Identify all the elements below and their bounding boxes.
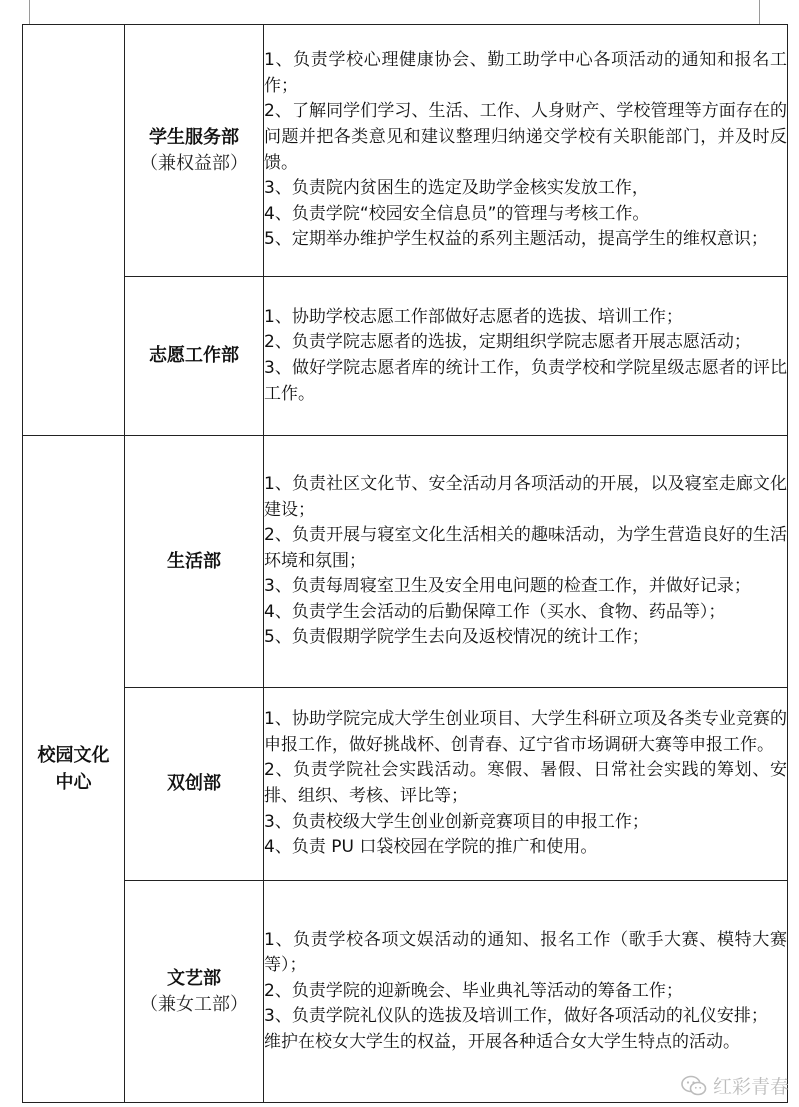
duties-cell bbox=[264, 436, 788, 688]
watermark bbox=[681, 1072, 789, 1099]
duty-item: 1、协助学校志愿工作部做好志愿者的选拔、培训工作； bbox=[264, 306, 683, 327]
department-name: 学生服务部 bbox=[149, 126, 239, 148]
duty-item: 2、负责学院志愿者的选拔，定期组织学院志愿者开展志愿活动； bbox=[264, 332, 751, 353]
department-subname: （兼女工部） bbox=[140, 993, 248, 1015]
duty-item: 3、负责校级大学生创业创新竞赛项目的申报工作； bbox=[264, 811, 649, 832]
duty-item: 1、负责社区文化节、安全活动月各项活动的开展，以及寝室走廊文化建设； bbox=[264, 473, 787, 520]
table-row bbox=[23, 25, 788, 277]
duty-item: 5、定期举办维护学生权益的系列主题活动，提高学生的维权意识； bbox=[264, 229, 768, 250]
crop-mark-left bbox=[29, 0, 30, 24]
duty-item: 4、负责学生会活动的后勤保障工作（买水、食物、药品等）； bbox=[264, 601, 726, 622]
duty-item: 3、负责学院礼仪队的选拔及培训工作，做好各项活动的礼仪安排； bbox=[264, 1006, 768, 1027]
duty-item: 维护在校女大学生的权益，开展各种适合女大学生特点的活动。 bbox=[264, 1031, 740, 1052]
duties-cell bbox=[264, 688, 788, 881]
duties-cell bbox=[264, 881, 788, 1103]
duties-cell bbox=[264, 277, 788, 436]
center-name-cell bbox=[23, 436, 125, 1103]
department-subname: （兼权益部） bbox=[140, 152, 248, 174]
center-name-cell bbox=[23, 25, 125, 436]
center-name: 校园文化中心 bbox=[37, 745, 110, 793]
duty-item: 4、负责 PU 口袋校园在学院的推广和使用。 bbox=[264, 837, 598, 858]
department-cell bbox=[125, 436, 264, 688]
crop-mark-right bbox=[759, 0, 760, 24]
duty-item: 2、负责学院的迎新晚会、毕业典礼等活动的筹备工作； bbox=[264, 980, 683, 1001]
duty-item: 2、负责开展与寝室文化生活相关的趣味活动，为学生营造良好的生活环境和氛围； bbox=[264, 525, 787, 571]
duty-item: 5、负责假期学院学生去向及返校情况的统计工作； bbox=[264, 627, 649, 648]
table-row bbox=[23, 881, 788, 1103]
department-cell bbox=[125, 881, 264, 1103]
duties-cell bbox=[264, 25, 788, 277]
duty-item: 4、负责学院“校园安全信息员”的管理与考核工作。 bbox=[264, 203, 650, 224]
department-name: 生活部 bbox=[167, 550, 221, 572]
duty-item: 1、协助学院完成大学生创业项目、大学生科研立项及各类专业竞赛的申报工作，做好挑战杯、创青春、辽宁省市场调研大赛等申报工作。 bbox=[264, 709, 787, 755]
duty-item: 3、负责每周寝室卫生及安全用电问题的检查工作，并做好记录； bbox=[264, 576, 751, 597]
duty-item: 1、负责学校各项文娱活动的通知、报名工作（歌手大赛、模特大赛等）； bbox=[264, 929, 787, 976]
table-row bbox=[23, 436, 788, 688]
department-cell bbox=[125, 688, 264, 881]
duty-item: 3、负责院内贫困生的选定及助学金核实发放工作， bbox=[264, 178, 649, 199]
department-cell bbox=[125, 25, 264, 277]
wechat-icon bbox=[681, 1075, 707, 1097]
duty-item: 3、做好学院志愿者库的统计工作，负责学校和学院星级志愿者的评比工作。 bbox=[264, 358, 787, 404]
table-row bbox=[23, 277, 788, 436]
duty-item: 1、负责学校心理健康协会、勤工助学中心各项活动的通知和报名工作； bbox=[264, 50, 787, 96]
department-cell bbox=[125, 277, 264, 436]
table-row bbox=[23, 688, 788, 881]
duty-item: 2、了解同学们学习、生活、工作、人身财产、学校管理等方面存在的问题并把各类意见和建议整理归纳递交学校有关职能部门，并及时反馈。 bbox=[264, 101, 787, 173]
duty-item: 2、负责学院社会实践活动。寒假、暑假、日常社会实践的筹划、安排、组织、考核、评比等； bbox=[264, 760, 787, 806]
department-name: 志愿工作部 bbox=[149, 345, 239, 366]
watermark-text: 红彩青春 bbox=[712, 1076, 789, 1098]
department-name: 双创部 bbox=[167, 773, 221, 794]
department-name: 文艺部 bbox=[167, 967, 221, 989]
department-duties-table bbox=[22, 24, 788, 1103]
